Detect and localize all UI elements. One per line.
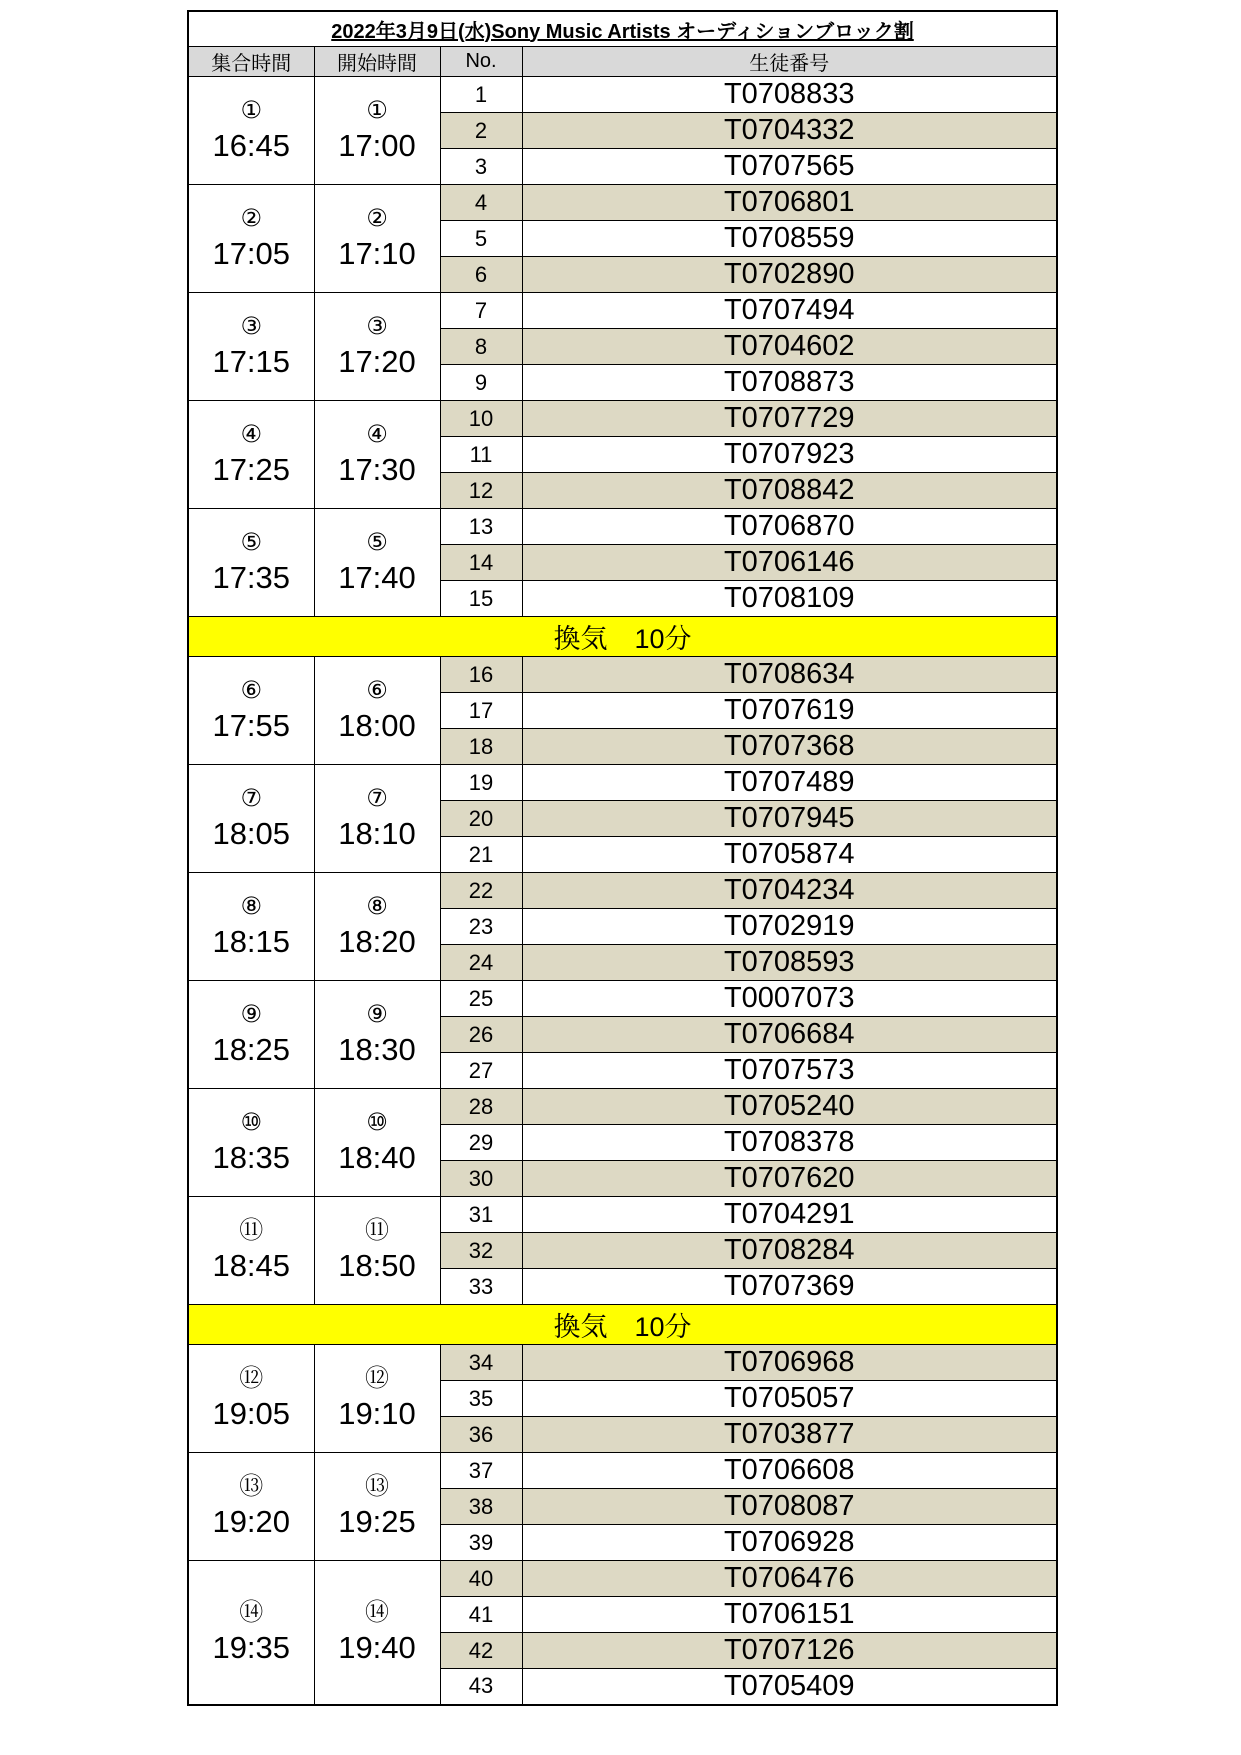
entry-number: 26 xyxy=(440,1017,522,1053)
ventilation-break-label: 換気 10分 xyxy=(188,617,1057,657)
entry-number: 16 xyxy=(440,657,522,693)
entry-number: 35 xyxy=(440,1381,522,1417)
start-time: 18:40 xyxy=(338,1139,416,1175)
block-number-mark: ② xyxy=(240,203,262,232)
gather-time: 17:15 xyxy=(212,343,291,379)
gather-time-cell xyxy=(188,1453,314,1561)
page-title xyxy=(188,11,1057,47)
entry-number: 34 xyxy=(440,1345,522,1381)
student-id: T0708109 xyxy=(522,581,1057,617)
start-time: 18:10 xyxy=(338,815,416,851)
student-id: T0705874 xyxy=(522,837,1057,873)
gather-time-cell xyxy=(188,1345,314,1453)
start-time: 19:25 xyxy=(338,1503,416,1539)
student-id: T0706801 xyxy=(522,185,1057,221)
student-id: T0707923 xyxy=(522,437,1057,473)
student-id: T0707369 xyxy=(522,1269,1057,1305)
start-time-cell xyxy=(314,1345,440,1453)
table-row xyxy=(188,873,1057,909)
table-row xyxy=(188,765,1057,801)
start-time-cell xyxy=(314,981,440,1089)
table-row xyxy=(188,1197,1057,1233)
gather-time-cell xyxy=(188,657,314,765)
block-number-mark: ④ xyxy=(366,419,388,448)
block-number-mark: ⑤ xyxy=(366,527,388,556)
entry-number: 6 xyxy=(440,257,522,293)
student-id: T0706151 xyxy=(522,1597,1057,1633)
gather-time: 17:35 xyxy=(212,559,291,595)
start-time: 17:00 xyxy=(338,127,416,163)
block-number-mark: ① xyxy=(366,95,388,124)
ventilation-break-row xyxy=(188,1305,1057,1345)
student-id: T0702890 xyxy=(522,257,1057,293)
student-id: T0708284 xyxy=(522,1233,1057,1269)
student-id: T0703877 xyxy=(522,1417,1057,1453)
student-id: T0706968 xyxy=(522,1345,1057,1381)
audition-block-table xyxy=(187,10,1058,1706)
block-number-mark: ⑨ xyxy=(240,999,262,1028)
block-number-mark: ⑧ xyxy=(366,891,388,920)
start-time: 17:10 xyxy=(338,235,416,271)
student-id: T0708873 xyxy=(522,365,1057,401)
page-title-text: 2022年3月9日(水)Sony Music Artists オーディションブロック割 xyxy=(331,20,914,43)
student-id: T0707945 xyxy=(522,801,1057,837)
table-row xyxy=(188,77,1057,113)
entry-number: 25 xyxy=(440,981,522,1017)
block-number-mark: ③ xyxy=(240,311,262,340)
start-time: 19:40 xyxy=(338,1629,416,1665)
start-time-cell xyxy=(314,657,440,765)
entry-number: 31 xyxy=(440,1197,522,1233)
block-number-mark: ⑪ xyxy=(239,1215,264,1244)
entry-number: 40 xyxy=(440,1561,522,1597)
student-id: T0708634 xyxy=(522,657,1057,693)
start-time-cell xyxy=(314,293,440,401)
student-id: T0704602 xyxy=(522,329,1057,365)
gather-time-cell xyxy=(188,765,314,873)
gather-time-cell xyxy=(188,1561,314,1705)
gather-time-cell xyxy=(188,77,314,185)
student-id: T0705240 xyxy=(522,1089,1057,1125)
ventilation-break-row xyxy=(188,617,1057,657)
student-id: T0708593 xyxy=(522,945,1057,981)
entry-number: 32 xyxy=(440,1233,522,1269)
header-number: No. xyxy=(440,47,522,77)
gather-time: 18:15 xyxy=(212,923,291,959)
student-id: T0707489 xyxy=(522,765,1057,801)
student-id: T0705057 xyxy=(522,1381,1057,1417)
entry-number: 43 xyxy=(440,1669,522,1705)
gather-time: 19:20 xyxy=(212,1503,291,1539)
student-id: T0705409 xyxy=(522,1669,1057,1705)
gather-time-cell xyxy=(188,1089,314,1197)
entry-number: 2 xyxy=(440,113,522,149)
block-number-mark: ⑦ xyxy=(366,783,388,812)
student-id: T0707368 xyxy=(522,729,1057,765)
table-row xyxy=(188,981,1057,1017)
student-id: T0708559 xyxy=(522,221,1057,257)
header-start-time: 開始時間 xyxy=(314,47,440,77)
entry-number: 1 xyxy=(440,77,522,113)
block-number-mark: ① xyxy=(240,95,262,124)
table-row xyxy=(188,1345,1057,1381)
student-id: T0707619 xyxy=(522,693,1057,729)
entry-number: 9 xyxy=(440,365,522,401)
start-time-cell xyxy=(314,1561,440,1705)
start-time: 19:10 xyxy=(338,1395,416,1431)
block-number-mark: ⑬ xyxy=(239,1471,264,1500)
gather-time: 18:25 xyxy=(212,1031,291,1067)
entry-number: 17 xyxy=(440,693,522,729)
student-id: T0708087 xyxy=(522,1489,1057,1525)
ventilation-break-label: 換気 10分 xyxy=(188,1305,1057,1345)
entry-number: 22 xyxy=(440,873,522,909)
entry-number: 20 xyxy=(440,801,522,837)
block-number-mark: ⑩ xyxy=(240,1107,262,1136)
gather-time: 19:05 xyxy=(212,1395,291,1431)
schedule-body xyxy=(188,77,1057,1705)
entry-number: 11 xyxy=(440,437,522,473)
entry-number: 7 xyxy=(440,293,522,329)
student-id: T0707565 xyxy=(522,149,1057,185)
gather-time-cell xyxy=(188,1197,314,1305)
student-id: T0704234 xyxy=(522,873,1057,909)
gather-time: 18:35 xyxy=(212,1139,291,1175)
entry-number: 27 xyxy=(440,1053,522,1089)
student-id: T0706870 xyxy=(522,509,1057,545)
block-number-mark: ⑭ xyxy=(365,1597,389,1626)
entry-number: 29 xyxy=(440,1125,522,1161)
student-id: T0707494 xyxy=(522,293,1057,329)
student-id: T0706476 xyxy=(522,1561,1057,1597)
start-time: 18:00 xyxy=(338,707,416,743)
table-row xyxy=(188,401,1057,437)
entry-number: 21 xyxy=(440,837,522,873)
gather-time-cell xyxy=(188,293,314,401)
student-id: T0707620 xyxy=(522,1161,1057,1197)
entry-number: 36 xyxy=(440,1417,522,1453)
entry-number: 12 xyxy=(440,473,522,509)
entry-number: 18 xyxy=(440,729,522,765)
entry-number: 15 xyxy=(440,581,522,617)
gather-time: 17:25 xyxy=(212,451,291,487)
start-time-cell xyxy=(314,873,440,981)
gather-time: 18:45 xyxy=(212,1247,291,1283)
entry-number: 37 xyxy=(440,1453,522,1489)
block-number-mark: ⑥ xyxy=(240,675,262,704)
start-time-cell xyxy=(314,77,440,185)
start-time-cell xyxy=(314,509,440,617)
gather-time-cell xyxy=(188,509,314,617)
start-time-cell xyxy=(314,401,440,509)
start-time: 18:30 xyxy=(338,1031,416,1067)
table-row xyxy=(188,293,1057,329)
block-number-mark: ⑩ xyxy=(366,1107,388,1136)
student-id: T0708833 xyxy=(522,77,1057,113)
gather-time-cell xyxy=(188,185,314,293)
block-number-mark: ⑤ xyxy=(240,527,262,556)
entry-number: 14 xyxy=(440,545,522,581)
gather-time: 18:05 xyxy=(212,815,291,851)
entry-number: 41 xyxy=(440,1597,522,1633)
entry-number: 13 xyxy=(440,509,522,545)
gather-time-cell xyxy=(188,873,314,981)
block-number-mark: ② xyxy=(366,203,388,232)
header-student-id: 生徒番号 xyxy=(522,47,1057,77)
student-id: T0707729 xyxy=(522,401,1057,437)
start-time-cell xyxy=(314,1453,440,1561)
start-time-cell xyxy=(314,185,440,293)
block-number-mark: ③ xyxy=(366,311,388,340)
block-number-mark: ⑫ xyxy=(365,1363,389,1392)
start-time: 17:30 xyxy=(338,451,416,487)
gather-time: 19:35 xyxy=(212,1629,291,1665)
entry-number: 39 xyxy=(440,1525,522,1561)
block-number-mark: ⑨ xyxy=(366,999,388,1028)
start-time-cell xyxy=(314,1089,440,1197)
start-time-cell xyxy=(314,1197,440,1305)
student-id: T0704332 xyxy=(522,113,1057,149)
gather-time: 16:45 xyxy=(212,127,291,163)
table-row xyxy=(188,1561,1057,1597)
header-gather-time: 集合時間 xyxy=(188,47,314,77)
entry-number: 30 xyxy=(440,1161,522,1197)
entry-number: 38 xyxy=(440,1489,522,1525)
gather-time-cell xyxy=(188,981,314,1089)
block-number-mark: ⑦ xyxy=(240,783,262,812)
entry-number: 4 xyxy=(440,185,522,221)
entry-number: 23 xyxy=(440,909,522,945)
student-id: T0704291 xyxy=(522,1197,1057,1233)
student-id: T0707126 xyxy=(522,1633,1057,1669)
start-time-cell xyxy=(314,765,440,873)
block-number-mark: ⑬ xyxy=(365,1471,389,1500)
entry-number: 5 xyxy=(440,221,522,257)
student-id: T0706684 xyxy=(522,1017,1057,1053)
block-number-mark: ⑪ xyxy=(365,1215,389,1244)
block-number-mark: ④ xyxy=(240,419,262,448)
block-number-mark: ⑫ xyxy=(239,1363,264,1392)
entry-number: 8 xyxy=(440,329,522,365)
student-id: T0707573 xyxy=(522,1053,1057,1089)
entry-number: 3 xyxy=(440,149,522,185)
start-time: 18:20 xyxy=(338,923,416,959)
table-row xyxy=(188,509,1057,545)
block-number-mark: ⑧ xyxy=(240,891,262,920)
table-row xyxy=(188,185,1057,221)
start-time: 18:50 xyxy=(338,1247,416,1283)
student-id: T0702919 xyxy=(522,909,1057,945)
gather-time: 17:05 xyxy=(212,235,291,271)
student-id: T0706928 xyxy=(522,1525,1057,1561)
entry-number: 19 xyxy=(440,765,522,801)
entry-number: 10 xyxy=(440,401,522,437)
gather-time: 17:55 xyxy=(212,707,291,743)
block-number-mark: ⑭ xyxy=(239,1597,264,1626)
table-row xyxy=(188,657,1057,693)
entry-number: 24 xyxy=(440,945,522,981)
block-number-mark: ⑥ xyxy=(366,675,388,704)
entry-number: 33 xyxy=(440,1269,522,1305)
start-time: 17:20 xyxy=(338,343,416,379)
entry-number: 28 xyxy=(440,1089,522,1125)
student-id: T0706608 xyxy=(522,1453,1057,1489)
table-row xyxy=(188,1453,1057,1489)
gather-time-cell xyxy=(188,401,314,509)
entry-number: 42 xyxy=(440,1633,522,1669)
table-row xyxy=(188,1089,1057,1125)
student-id: T0708378 xyxy=(522,1125,1057,1161)
student-id: T0708842 xyxy=(522,473,1057,509)
student-id: T0007073 xyxy=(522,981,1057,1017)
student-id: T0706146 xyxy=(522,545,1057,581)
start-time: 17:40 xyxy=(338,559,416,595)
